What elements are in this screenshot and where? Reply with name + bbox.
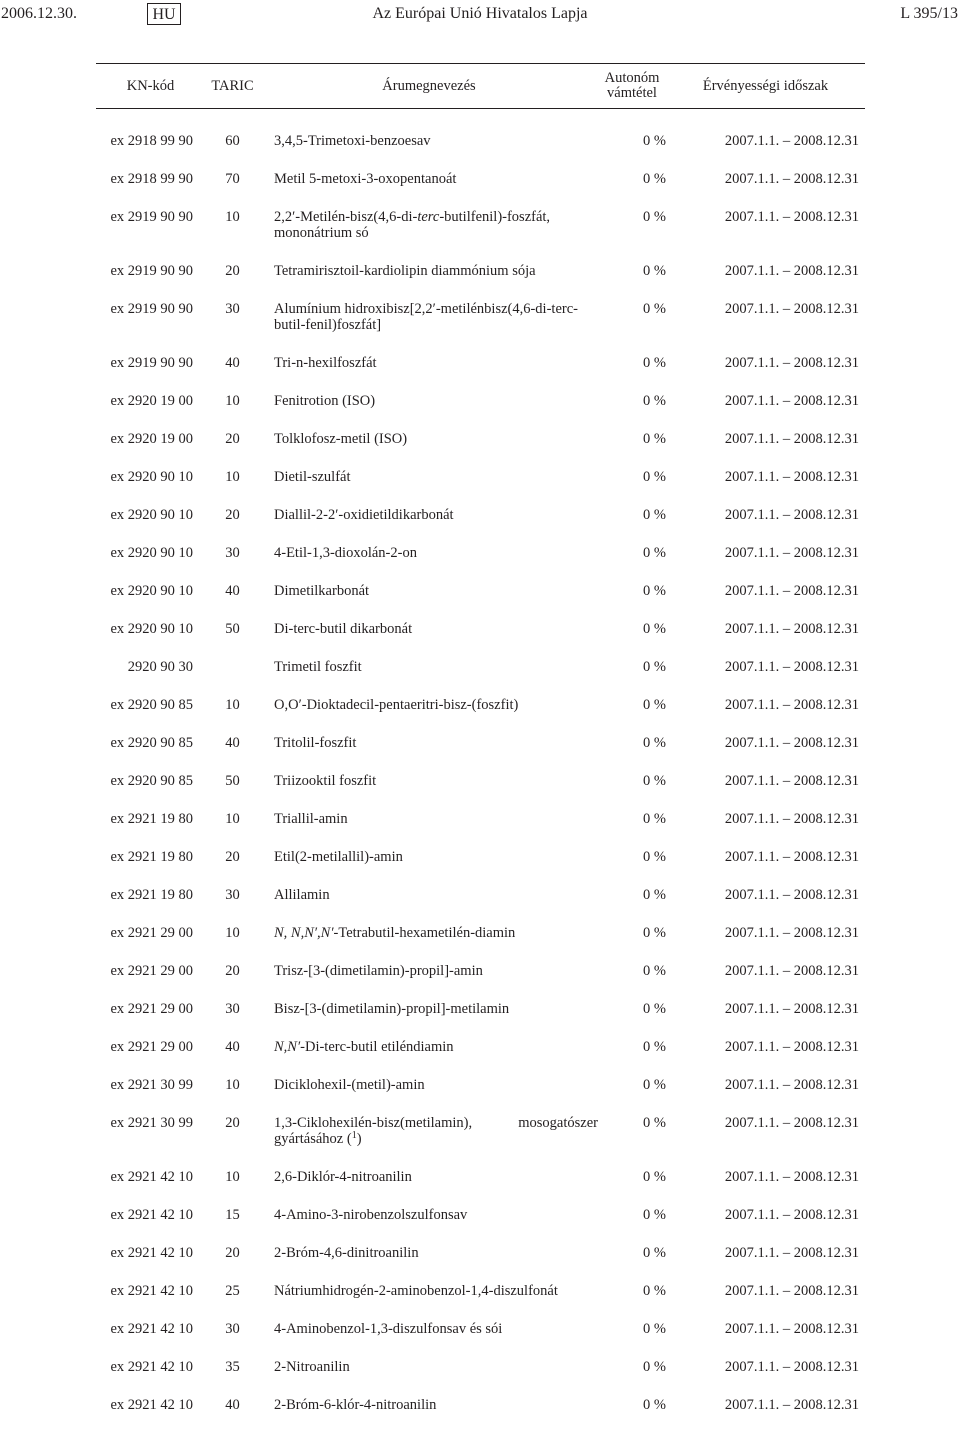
duty-rate-cell: 0 % <box>598 507 666 545</box>
description-cell <box>260 301 598 355</box>
kn-code-cell: ex 2921 42 10 <box>96 1283 205 1321</box>
validity-period-cell: 2007.1.1. – 2008.12.31 <box>666 109 865 172</box>
table-row <box>96 849 865 887</box>
kn-code-cell: ex 2918 99 90 <box>96 109 205 172</box>
validity-period-cell: 2007.1.1. – 2008.12.31 <box>666 393 865 431</box>
validity-period-cell: 2007.1.1. – 2008.12.31 <box>666 431 865 469</box>
duty-rate-cell: 0 % <box>598 735 666 773</box>
description-cell <box>260 209 598 263</box>
publication-date: 2006.12.30. <box>1 5 77 23</box>
taric-code-cell: 40 <box>205 583 260 621</box>
kn-code-cell: ex 2921 19 80 <box>96 849 205 887</box>
tariff-table <box>96 63 865 1435</box>
description-cell <box>260 1207 598 1245</box>
validity-period-cell: 2007.1.1. – 2008.12.31 <box>666 1359 865 1397</box>
validity-period-cell: 2007.1.1. – 2008.12.31 <box>666 887 865 925</box>
kn-code-cell: ex 2921 42 10 <box>96 1359 205 1397</box>
description-cell <box>260 545 598 583</box>
description-main-text: Nátriumhidrogén-2-aminobenzol-1,4-diszulfonát <box>274 1283 558 1299</box>
table-row <box>96 1207 865 1245</box>
taric-code-cell: 30 <box>205 1001 260 1039</box>
taric-code-cell <box>205 659 260 697</box>
validity-period-cell: 2007.1.1. – 2008.12.31 <box>666 621 865 659</box>
kn-code-cell: ex 2920 90 10 <box>96 621 205 659</box>
validity-period-cell: 2007.1.1. – 2008.12.31 <box>666 773 865 811</box>
table-row <box>96 263 865 301</box>
kn-code-cell: ex 2921 42 10 <box>96 1397 205 1435</box>
description-text: -Di-terc-butil etiléndiamin <box>300 1039 453 1055</box>
validity-period-cell: 2007.1.1. – 2008.12.31 <box>666 1077 865 1115</box>
table-row <box>96 507 865 545</box>
description-cell <box>260 1283 598 1321</box>
column-header-period: Érvényességi időszak <box>666 64 865 109</box>
kn-code-cell: ex 2921 30 99 <box>96 1115 205 1169</box>
description-text: -butilfenil)-foszfát, mononátrium só <box>274 209 550 241</box>
description-text <box>274 963 598 979</box>
footnote-reference[interactable]: 1 <box>352 1130 357 1141</box>
table-row <box>96 355 865 393</box>
taric-code-cell: 30 <box>205 301 260 355</box>
kn-code-cell: ex 2921 29 00 <box>96 963 205 1001</box>
description-text <box>274 1245 598 1261</box>
description-italic-text: N, N,N′,N′ <box>274 925 334 941</box>
duty-rate-cell: 0 % <box>598 109 666 172</box>
duty-rate-cell: 0 % <box>598 1115 666 1169</box>
description-main-text: Trisz-[3-(dimetilamin)-propil]-amin <box>274 963 483 979</box>
validity-period-cell: 2007.1.1. – 2008.12.31 <box>666 849 865 887</box>
kn-code-cell: ex 2920 90 85 <box>96 735 205 773</box>
description-cell <box>260 811 598 849</box>
kn-code-cell: ex 2920 90 10 <box>96 507 205 545</box>
duty-rate-cell: 0 % <box>598 301 666 355</box>
kn-code-cell: 2920 90 30 <box>96 659 205 697</box>
duty-rate-cell: 0 % <box>598 1245 666 1283</box>
table-row <box>96 431 865 469</box>
description-cell <box>260 1359 598 1397</box>
kn-code-cell: ex 2918 99 90 <box>96 171 205 209</box>
table-row <box>96 1077 865 1115</box>
duty-rate-cell: 0 % <box>598 1397 666 1435</box>
table-row <box>96 1359 865 1397</box>
taric-code-cell: 20 <box>205 963 260 1001</box>
taric-code-cell: 10 <box>205 209 260 263</box>
taric-code-cell: 10 <box>205 393 260 431</box>
column-header-kn: KN-kód <box>96 64 205 109</box>
taric-code-cell: 10 <box>205 925 260 963</box>
duty-rate-cell: 0 % <box>598 1321 666 1359</box>
duty-rate-cell: 0 % <box>598 469 666 507</box>
description-text: 2,2′-Metilén-bisz(4,6-di- <box>274 209 417 225</box>
description-text <box>274 355 598 371</box>
kn-code-cell: ex 2920 90 10 <box>96 583 205 621</box>
table-row <box>96 1245 865 1283</box>
table-row <box>96 1115 865 1169</box>
duty-rate-cell: 0 % <box>598 1039 666 1077</box>
description-text <box>274 1077 598 1093</box>
description-main-text: Dimetilkarbonát <box>274 583 369 599</box>
description-cell <box>260 1115 598 1169</box>
description-main-text: 1,3-Ciklohexilén-bisz(metilamin), mosogatószer gyártásához ( <box>274 1115 598 1147</box>
duty-rate-cell: 0 % <box>598 1207 666 1245</box>
description-cell <box>260 171 598 209</box>
kn-code-cell: ex 2921 42 10 <box>96 1207 205 1245</box>
table-header-row <box>96 64 865 109</box>
taric-code-cell: 20 <box>205 431 260 469</box>
description-cell <box>260 393 598 431</box>
validity-period-cell: 2007.1.1. – 2008.12.31 <box>666 697 865 735</box>
duty-rate-cell: 0 % <box>598 963 666 1001</box>
kn-code-cell: ex 2921 29 00 <box>96 925 205 963</box>
duty-rate-cell: 0 % <box>598 659 666 697</box>
table-row <box>96 1039 865 1077</box>
description-main-text: 4-Aminobenzol-1,3-diszulfonsav és sói <box>274 1321 502 1337</box>
table-row <box>96 773 865 811</box>
duty-rate-cell: 0 % <box>598 171 666 209</box>
description-cell <box>260 355 598 393</box>
description-main-text: Tritolil-foszfit <box>274 735 356 751</box>
taric-code-cell: 15 <box>205 1207 260 1245</box>
taric-code-cell: 10 <box>205 1077 260 1115</box>
description-text <box>274 545 598 561</box>
table-row <box>96 621 865 659</box>
duty-rate-cell: 0 % <box>598 773 666 811</box>
description-italic-text: N,N′ <box>274 1039 300 1055</box>
description-cell <box>260 1245 598 1283</box>
description-text <box>274 887 598 903</box>
validity-period-cell: 2007.1.1. – 2008.12.31 <box>666 355 865 393</box>
description-end-text: ) <box>357 1131 362 1147</box>
taric-code-cell: 40 <box>205 1039 260 1077</box>
taric-code-cell: 20 <box>205 263 260 301</box>
validity-period-cell: 2007.1.1. – 2008.12.31 <box>666 263 865 301</box>
description-cell <box>260 963 598 1001</box>
description-cell <box>260 431 598 469</box>
description-main-text: Di-terc-butil dikarbonát <box>274 621 412 637</box>
column-header-description: Árumegnevezés <box>260 64 598 109</box>
description-text <box>274 1115 598 1147</box>
duty-rate-cell: 0 % <box>598 1359 666 1397</box>
taric-code-cell: 35 <box>205 1359 260 1397</box>
duty-rate-cell: 0 % <box>598 887 666 925</box>
taric-code-cell: 10 <box>205 811 260 849</box>
validity-period-cell: 2007.1.1. – 2008.12.31 <box>666 507 865 545</box>
taric-code-cell: 70 <box>205 171 260 209</box>
description-cell <box>260 507 598 545</box>
taric-code-cell: 40 <box>205 1397 260 1435</box>
kn-code-cell: ex 2920 90 85 <box>96 773 205 811</box>
description-cell <box>260 1077 598 1115</box>
taric-code-cell: 50 <box>205 621 260 659</box>
taric-code-cell: 20 <box>205 849 260 887</box>
description-cell <box>260 1321 598 1359</box>
table-row <box>96 659 865 697</box>
description-main-text: 2-Bróm-6-klór-4-nitroanilin <box>274 1397 436 1413</box>
kn-code-cell: ex 2920 90 85 <box>96 697 205 735</box>
duty-rate-cell: 0 % <box>598 545 666 583</box>
description-text <box>274 171 598 187</box>
taric-code-cell: 40 <box>205 735 260 773</box>
description-main-text: 2-Nitroanilin <box>274 1359 350 1375</box>
description-text <box>274 583 598 599</box>
column-header-rate <box>598 64 666 109</box>
validity-period-cell: 2007.1.1. – 2008.12.31 <box>666 1397 865 1435</box>
description-text <box>274 469 598 485</box>
validity-period-cell: 2007.1.1. – 2008.12.31 <box>666 545 865 583</box>
duty-rate-cell: 0 % <box>598 1077 666 1115</box>
taric-code-cell: 40 <box>205 355 260 393</box>
validity-period-cell: 2007.1.1. – 2008.12.31 <box>666 469 865 507</box>
duty-rate-cell: 0 % <box>598 1169 666 1207</box>
description-cell <box>260 697 598 735</box>
kn-code-cell: ex 2921 30 99 <box>96 1077 205 1115</box>
validity-period-cell: 2007.1.1. – 2008.12.31 <box>666 1039 865 1077</box>
description-italic-text: terc <box>417 209 439 225</box>
table-row <box>96 469 865 507</box>
duty-rate-cell: 0 % <box>598 209 666 263</box>
description-main-text: Dietil-szulfát <box>274 469 351 485</box>
table-row <box>96 209 865 263</box>
page-header <box>0 0 960 32</box>
duty-rate-cell: 0 % <box>598 263 666 301</box>
taric-code-cell: 30 <box>205 1321 260 1359</box>
table-row <box>96 1283 865 1321</box>
duty-rate-cell: 0 % <box>598 621 666 659</box>
taric-code-cell: 20 <box>205 1245 260 1283</box>
duty-rate-cell: 0 % <box>598 1283 666 1321</box>
description-main-text: Tetramirisztoil-kardiolipin diammónium sója <box>274 263 536 279</box>
description-main-text: Alumínium hidroxibisz[2,2′-metilénbisz(4,6-di-terc-butil-fenil)foszfát] <box>274 301 578 333</box>
table-row <box>96 925 865 963</box>
description-main-text: Diciklohexil-(metil)-amin <box>274 1077 425 1093</box>
kn-code-cell: ex 2921 29 00 <box>96 1039 205 1077</box>
description-main-text: Triallil-amin <box>274 811 348 827</box>
validity-period-cell: 2007.1.1. – 2008.12.31 <box>666 1245 865 1283</box>
description-text <box>274 849 598 865</box>
duty-rate-cell: 0 % <box>598 697 666 735</box>
description-main-text: 4-Etil-1,3-dioxolán-2-on <box>274 545 417 561</box>
validity-period-cell: 2007.1.1. – 2008.12.31 <box>666 925 865 963</box>
description-cell <box>260 773 598 811</box>
table-row <box>96 301 865 355</box>
table-row <box>96 1397 865 1435</box>
description-cell <box>260 621 598 659</box>
description-text <box>274 1169 598 1185</box>
description-text <box>274 431 598 447</box>
description-main-text: 2-Bróm-4,6-dinitroanilin <box>274 1245 419 1261</box>
validity-period-cell: 2007.1.1. – 2008.12.31 <box>666 659 865 697</box>
table-row <box>96 171 865 209</box>
validity-period-cell: 2007.1.1. – 2008.12.31 <box>666 171 865 209</box>
description-cell <box>260 887 598 925</box>
table-row <box>96 811 865 849</box>
taric-code-cell: 50 <box>205 773 260 811</box>
validity-period-cell: 2007.1.1. – 2008.12.31 <box>666 583 865 621</box>
description-cell <box>260 1397 598 1435</box>
description-main-text: Etil(2-metilallil)-amin <box>274 849 403 865</box>
description-cell <box>260 735 598 773</box>
kn-code-cell: ex 2921 42 10 <box>96 1169 205 1207</box>
kn-code-cell: ex 2920 90 10 <box>96 469 205 507</box>
description-main-text: Triizooktil foszfit <box>274 773 376 789</box>
validity-period-cell: 2007.1.1. – 2008.12.31 <box>666 811 865 849</box>
taric-code-cell: 60 <box>205 109 260 172</box>
description-main-text: Trimetil foszfit <box>274 659 362 675</box>
kn-code-cell: ex 2919 90 90 <box>96 209 205 263</box>
kn-code-cell: ex 2919 90 90 <box>96 301 205 355</box>
journal-title: Az Európai Unió Hivatalos Lapja <box>0 5 960 23</box>
table-body <box>96 109 865 1435</box>
duty-rate-cell: 0 % <box>598 811 666 849</box>
duty-rate-cell: 0 % <box>598 431 666 469</box>
description-text <box>274 1359 598 1375</box>
taric-code-cell: 10 <box>205 1169 260 1207</box>
column-header-rate-line1: Autonóm <box>605 70 660 86</box>
kn-code-cell: ex 2920 90 10 <box>96 545 205 583</box>
description-cell <box>260 849 598 887</box>
description-text <box>274 697 598 713</box>
description-main-text: O,O′-Dioktadecil-pentaeritri-bisz-(foszfit) <box>274 697 518 713</box>
taric-code-cell: 20 <box>205 507 260 545</box>
description-main-text: 4-Amino-3-nirobenzolszulfonsav <box>274 1207 467 1223</box>
description-text <box>274 1283 598 1299</box>
taric-code-cell: 10 <box>205 697 260 735</box>
kn-code-cell: ex 2920 19 00 <box>96 431 205 469</box>
description-text: -Tetrabutil-hexametilén-diamin <box>334 925 516 941</box>
description-text <box>274 393 598 409</box>
description-main-text: Tolklofosz-metil (ISO) <box>274 431 407 447</box>
taric-code-cell: 20 <box>205 1115 260 1169</box>
language-code-box: HU <box>147 3 181 25</box>
description-text <box>274 133 598 149</box>
duty-rate-cell: 0 % <box>598 393 666 431</box>
validity-period-cell: 2007.1.1. – 2008.12.31 <box>666 1001 865 1039</box>
description-text <box>274 811 598 827</box>
validity-period-cell: 2007.1.1. – 2008.12.31 <box>666 1207 865 1245</box>
duty-rate-cell: 0 % <box>598 925 666 963</box>
description-text <box>274 301 598 333</box>
description-main-text: 3,4,5-Trimetoxi-benzoesav <box>274 133 431 149</box>
description-main-text: Bisz-[3-(dimetilamin)-propil]-metilamin <box>274 1001 509 1017</box>
kn-code-cell: ex 2921 19 80 <box>96 887 205 925</box>
description-text <box>274 773 598 789</box>
description-cell <box>260 263 598 301</box>
table-row <box>96 735 865 773</box>
taric-code-cell: 30 <box>205 887 260 925</box>
description-main-text: Tri-n-hexilfoszfát <box>274 355 377 371</box>
description-text <box>274 1001 598 1017</box>
description-text <box>274 735 598 751</box>
description-cell <box>260 109 598 172</box>
table-row <box>96 393 865 431</box>
taric-code-cell: 30 <box>205 545 260 583</box>
description-text <box>274 507 598 523</box>
description-cell <box>260 1001 598 1039</box>
description-cell <box>260 469 598 507</box>
validity-period-cell: 2007.1.1. – 2008.12.31 <box>666 1321 865 1359</box>
description-main-text: Allilamin <box>274 887 330 903</box>
kn-code-cell: ex 2920 19 00 <box>96 393 205 431</box>
taric-code-cell: 10 <box>205 469 260 507</box>
kn-code-cell: ex 2919 90 90 <box>96 355 205 393</box>
duty-rate-cell: 0 % <box>598 849 666 887</box>
column-header-taric: TARIC <box>205 64 260 109</box>
validity-period-cell: 2007.1.1. – 2008.12.31 <box>666 209 865 263</box>
kn-code-cell: ex 2921 19 80 <box>96 811 205 849</box>
table-row <box>96 109 865 172</box>
table-row <box>96 545 865 583</box>
taric-code-cell: 25 <box>205 1283 260 1321</box>
table-row <box>96 1321 865 1359</box>
duty-rate-cell: 0 % <box>598 1001 666 1039</box>
description-text <box>274 621 598 637</box>
description-cell <box>260 925 598 963</box>
kn-code-cell: ex 2919 90 90 <box>96 263 205 301</box>
description-cell <box>260 583 598 621</box>
validity-period-cell: 2007.1.1. – 2008.12.31 <box>666 301 865 355</box>
description-main-text: Metil 5-metoxi-3-oxopentanoát <box>274 171 456 187</box>
kn-code-cell: ex 2921 42 10 <box>96 1321 205 1359</box>
table-row <box>96 1001 865 1039</box>
description-text <box>274 263 598 279</box>
table-row <box>96 887 865 925</box>
validity-period-cell: 2007.1.1. – 2008.12.31 <box>666 963 865 1001</box>
description-main-text: 2,6-Diklór-4-nitroanilin <box>274 1169 412 1185</box>
description-cell <box>260 1169 598 1207</box>
page-number: L 395/13 <box>900 5 958 23</box>
description-text <box>274 1207 598 1223</box>
kn-code-cell: ex 2921 42 10 <box>96 1245 205 1283</box>
description-text <box>274 659 598 675</box>
validity-period-cell: 2007.1.1. – 2008.12.31 <box>666 1283 865 1321</box>
description-text <box>274 1321 598 1337</box>
table-row <box>96 1169 865 1207</box>
validity-period-cell: 2007.1.1. – 2008.12.31 <box>666 735 865 773</box>
description-main-text: Diallil-2-2′-oxidietildikarbonát <box>274 507 454 523</box>
description-cell <box>260 659 598 697</box>
description-main-text: Fenitrotion (ISO) <box>274 393 375 409</box>
kn-code-cell: ex 2921 29 00 <box>96 1001 205 1039</box>
duty-rate-cell: 0 % <box>598 355 666 393</box>
duty-rate-cell: 0 % <box>598 583 666 621</box>
table-row <box>96 583 865 621</box>
validity-period-cell: 2007.1.1. – 2008.12.31 <box>666 1115 865 1169</box>
description-cell <box>260 1039 598 1077</box>
column-header-rate-line2: vámtétel <box>607 85 657 101</box>
validity-period-cell: 2007.1.1. – 2008.12.31 <box>666 1169 865 1207</box>
table-row <box>96 963 865 1001</box>
description-text <box>274 1397 598 1413</box>
table-row <box>96 697 865 735</box>
